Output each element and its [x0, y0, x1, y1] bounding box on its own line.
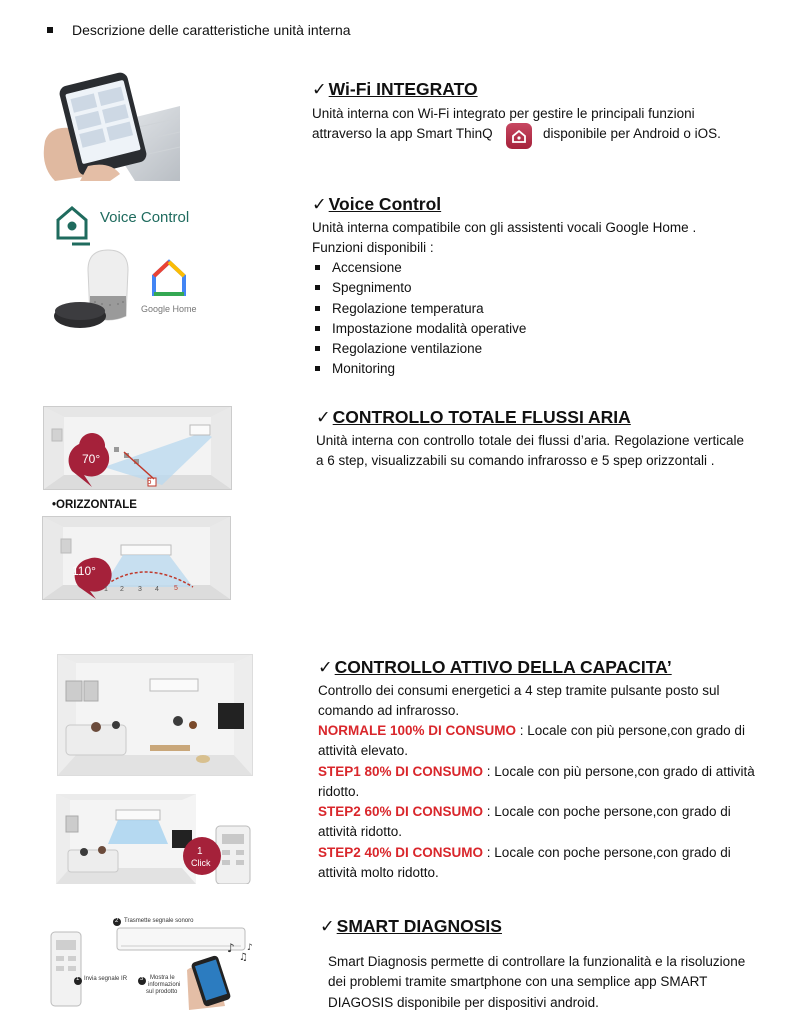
capacity-title-text: CONTROLLO ATTIVO DELLA CAPACITA’	[334, 657, 672, 677]
smart-thinq-app-icon	[506, 123, 532, 149]
wifi-line1: Unità interna con Wi-Fi integrato per gestire le principali funzioni	[312, 106, 695, 121]
list-item: Monitoring	[312, 359, 526, 379]
capacity-row-2	[318, 802, 758, 843]
check-icon: ✓	[320, 917, 335, 937]
list-item: Regolazione temperatura	[312, 299, 526, 319]
diag-n3: 3	[140, 976, 144, 982]
diag-label-ir: Invia segnale IR	[84, 976, 128, 982]
capacity-room-image	[57, 654, 253, 776]
diagnosis-title	[320, 916, 502, 937]
steps-h-2: 2	[120, 586, 124, 593]
capacity-title	[318, 657, 672, 678]
diag-label-info1: Mostra le	[150, 975, 175, 981]
capacity-row-0	[318, 721, 758, 762]
diag-n2: 2	[115, 918, 119, 924]
page-heading: Descrizione delle caratteristiche unità interna	[72, 22, 351, 38]
capacity-remote-image	[56, 794, 252, 884]
angle-70-label: 70°	[82, 452, 101, 466]
capacity-row-1	[318, 762, 758, 803]
diag-n1: 1	[76, 976, 80, 982]
list-item: Impostazione modalità operative	[312, 319, 526, 339]
diag-label-sound: Trasmette segnale sonoro	[124, 918, 194, 924]
consumption-label: STEP1 80% DI CONSUMO	[318, 764, 484, 779]
click-number: 1	[197, 846, 203, 857]
consumption-label: STEP2 40% DI CONSUMO	[318, 845, 484, 860]
wifi-title-text: Wi-Fi INTEGRATO	[328, 79, 478, 99]
voice-line2: Funzioni disponibili :	[312, 240, 434, 255]
smart-diagnosis-image	[47, 910, 259, 1010]
svg-text:♪: ♪	[227, 941, 235, 955]
horizontal-label: •ORIZZONTALE	[52, 499, 137, 511]
consumption-label: STEP2 60% DI CONSUMO	[318, 804, 484, 819]
voice-title	[312, 194, 441, 215]
wifi-title	[312, 79, 478, 100]
capacity-intro: Controllo dei consumi energetici a 4 step tramite pulsante posto sul comando ad infrarosso.	[318, 683, 720, 719]
voice-line1: Unità interna compatibile con gli assistenti vocali Google Home .	[312, 220, 697, 235]
capacity-row-3	[318, 843, 758, 884]
header-bullet	[47, 27, 53, 33]
click-label: Click	[191, 858, 211, 868]
diagnosis-title-text: SMART DIAGNOSIS	[336, 916, 502, 936]
check-icon: ✓	[316, 408, 331, 428]
consumption-label: NORMALE 100% DI CONSUMO	[318, 723, 517, 738]
list-item: Spegnimento	[312, 278, 526, 298]
google-home-label: Google Home	[141, 304, 197, 314]
airflow-vertical-image	[43, 406, 232, 490]
steps-h-5: 5	[174, 585, 178, 592]
angle-110-label: 110°	[72, 564, 96, 578]
check-icon: ✓	[312, 195, 327, 215]
wifi-line2a: attraverso la app Smart ThinQ	[312, 126, 493, 141]
steps-h-1: 1	[104, 586, 108, 593]
list-item: Regolazione ventilazione	[312, 339, 526, 359]
wifi-line2b: disponibile per Android o iOS.	[543, 126, 721, 141]
voice-control-logo-text: Voice Control	[100, 209, 190, 226]
consumption-desc: : Locale con poche persone,con grado di attività ridotto.	[318, 804, 731, 840]
voice-functions-list	[312, 258, 526, 380]
wifi-phone-image	[40, 66, 180, 181]
airflow-text: Unità interna con controllo totale dei flussi d’aria. Regolazione verticale a 6 step, visualizzabili su comando infrarosso e 5 spep orizzontali .	[316, 433, 744, 469]
svg-text:♪: ♪	[247, 943, 253, 953]
check-icon: ✓	[312, 80, 327, 100]
diag-label-info2: informazioni	[148, 982, 181, 988]
list-item: Accensione	[312, 258, 526, 278]
steps-h-4: 4	[155, 586, 159, 593]
diag-label-info3: sul prodotto	[146, 989, 178, 995]
diagnosis-text: Smart Diagnosis permette di controllare la funzionalità e la risoluzione dei problemi tramite smartphone con una semplice app SMART DIAGOSIS disponibile per dispositivi android.	[328, 954, 746, 1010]
consumption-desc: : Locale con più persone,con grado di attività elevato.	[318, 723, 745, 759]
consumption-desc: : Locale con più persone,con grado di attività ridotto.	[318, 764, 755, 800]
airflow-title-text: CONTROLLO TOTALE FLUSSI ARIA	[332, 407, 631, 427]
consumption-desc: : Locale con poche persone,con grado di attività molto ridotto.	[318, 845, 731, 881]
voice-title-text: Voice Control	[328, 194, 442, 214]
steps-h-3: 3	[138, 586, 142, 593]
svg-text:♫: ♫	[239, 952, 248, 963]
check-icon: ✓	[318, 658, 333, 678]
step-six-label: 6	[147, 477, 152, 486]
airflow-title	[316, 407, 631, 428]
airflow-horizontal-image	[42, 516, 231, 600]
